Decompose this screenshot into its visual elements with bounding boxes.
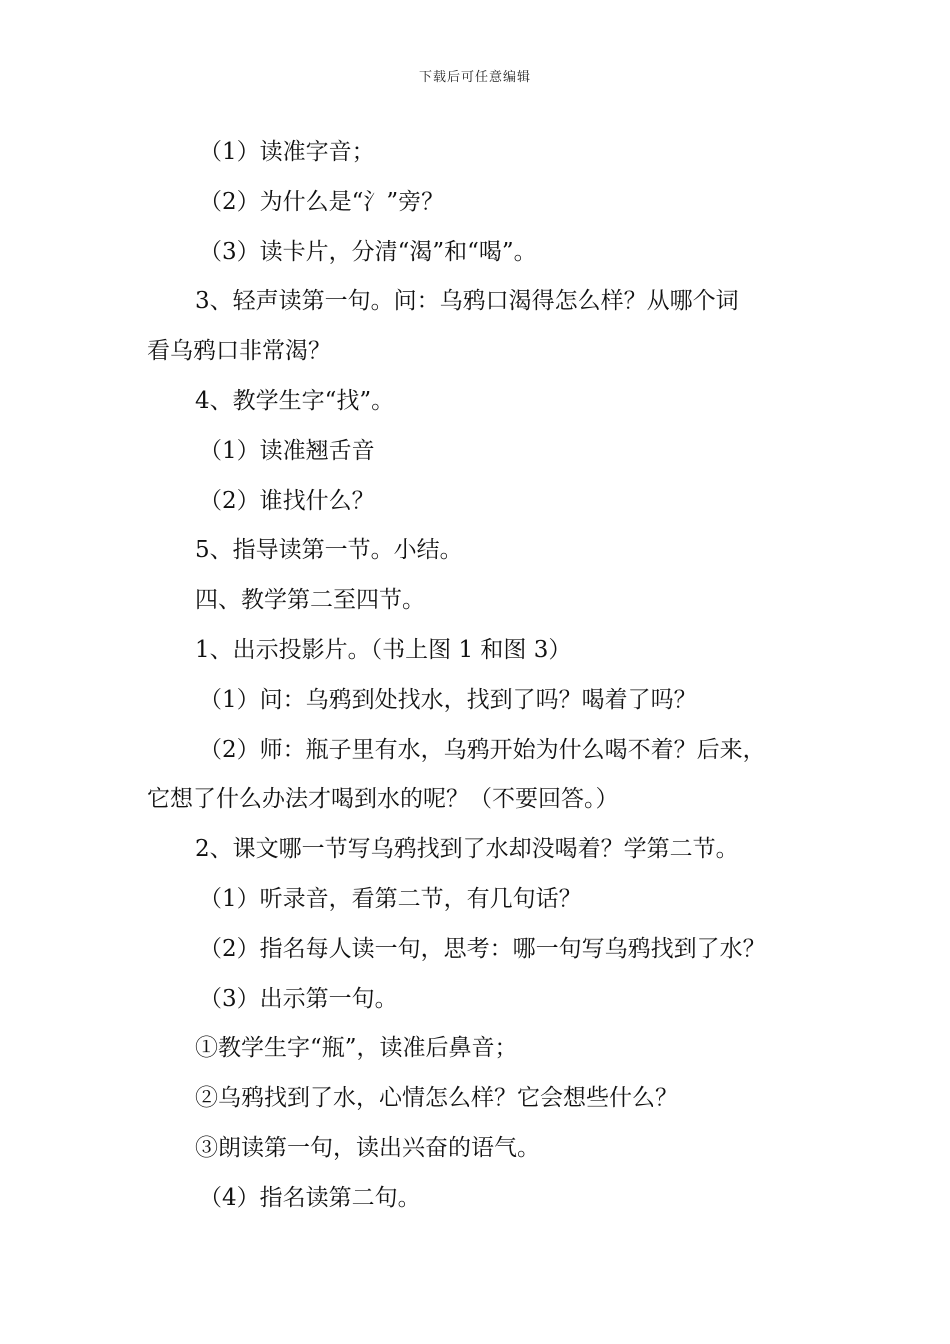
text-line: （2）谁找什么？ [199, 487, 375, 514]
text-line: ②乌鸦找到了水，心情怎么样？它会想些什么？ [195, 1085, 678, 1112]
text-line: 看乌鸦口非常渴？ [147, 338, 331, 365]
text-line: （1）读准字音； [199, 139, 375, 165]
text-line: （2）为什么是“氵”旁？ [199, 188, 445, 215]
text-line: 4、教学生字“找”。 [195, 387, 395, 414]
text-line: 5、指导读第一节。小结。 [195, 537, 463, 564]
text-line: 四、教学第二至四节。 [195, 587, 425, 614]
document-body [147, 128, 817, 1224]
text-line: ①教学生字“瓶”，读准后鼻音； [195, 1035, 518, 1062]
text-line: 2、课文哪一节写乌鸦找到了水却没喝着？学第二节。 [195, 836, 739, 863]
text-line: （2）师：瓶子里有水，乌鸦开始为什么喝不着？后来， [199, 736, 766, 763]
page-header: 下载后可任意编辑 [418, 70, 531, 85]
text-line: （2）指名每人读一句，思考：哪一句写乌鸦找到了水？ [199, 935, 766, 962]
text-line: （4）指名读第二句。 [199, 1184, 421, 1211]
text-line: ③朗读第一句，读出兴奋的语气。 [195, 1134, 540, 1161]
text-line: （3）读卡片，分清“渴”和“喝”。 [199, 238, 537, 265]
text-line: （1）问：乌鸦到处找水，找到了吗？喝着了吗？ [199, 686, 697, 713]
text-line: （3）出示第一句。 [199, 985, 398, 1012]
text-line: 3、轻声读第一句。问：乌鸦口渴得怎么样？从哪个词 [195, 288, 739, 315]
text-line: （1）听录音，看第二节，有几句话？ [199, 885, 582, 912]
text-line: 1、出示投影片。（书上图 1 和图 3） [195, 636, 572, 663]
text-line: （1）读准翘舌音 [199, 437, 375, 464]
text-line: 它想了什么办法才喝到水的呢？（不要回答。） [147, 786, 619, 813]
